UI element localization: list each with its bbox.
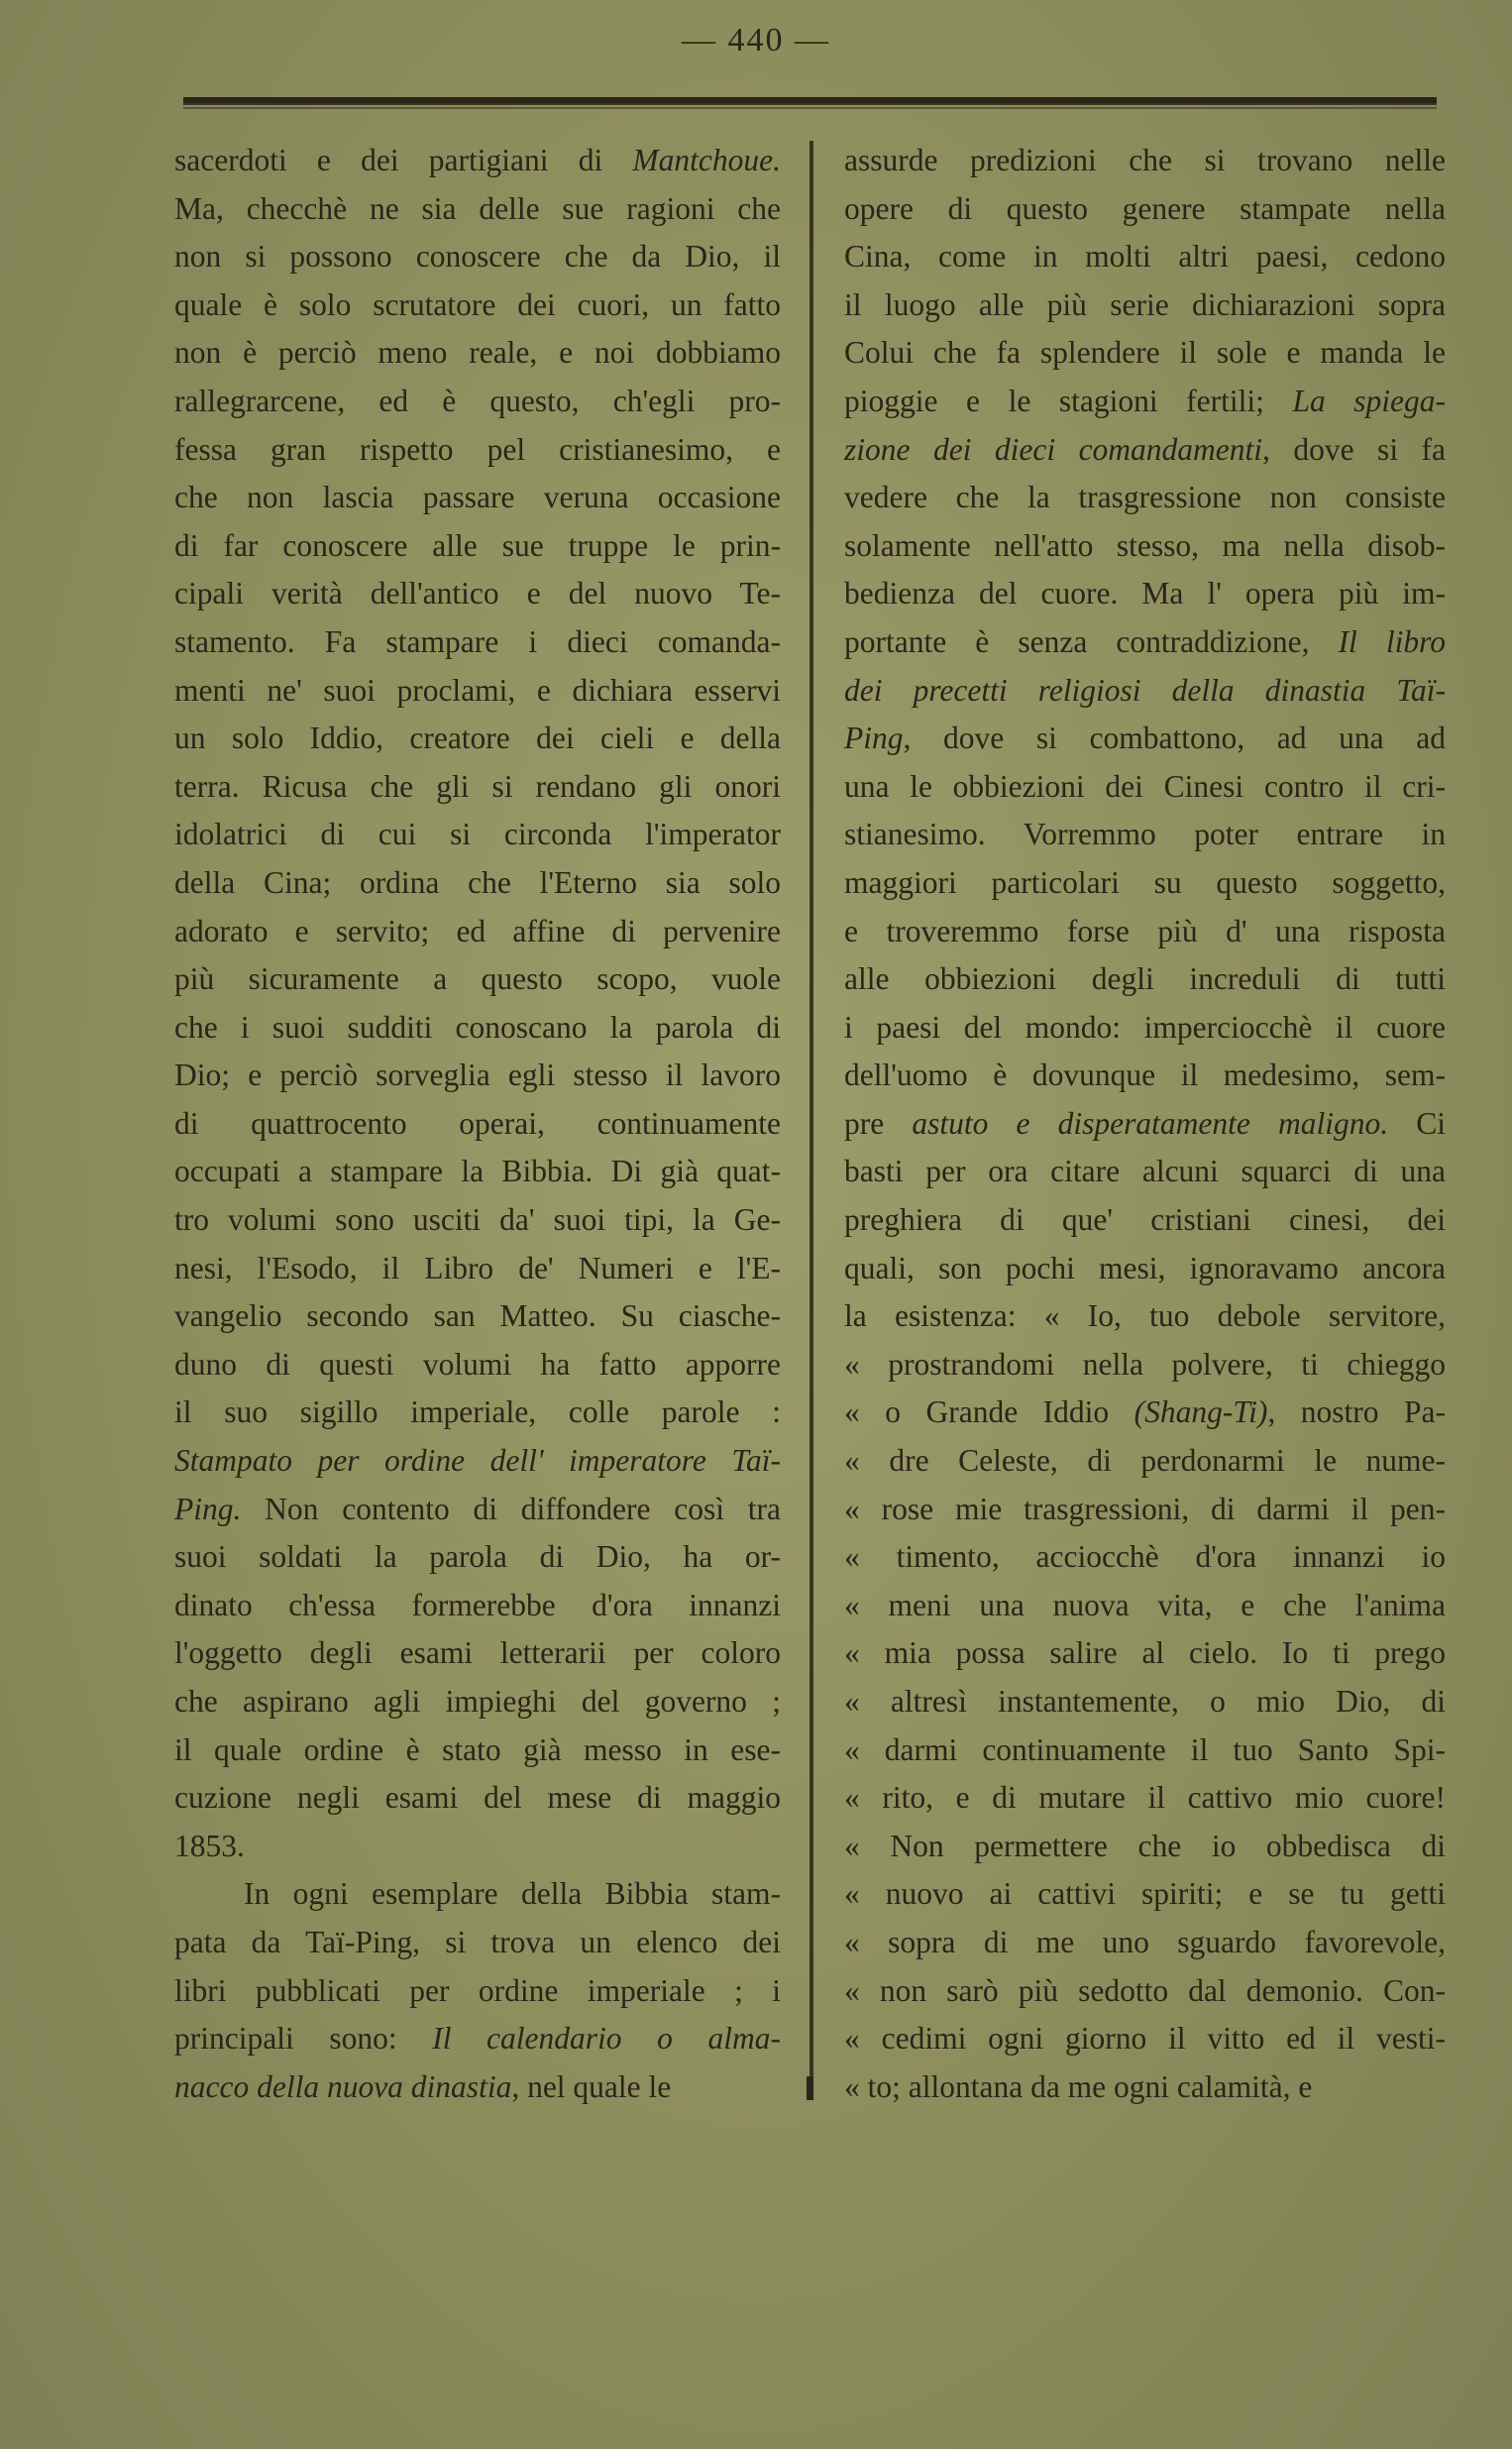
text-run: maggiori particolari su questo soggetto,: [844, 864, 1446, 900]
italic-text: Stampato per ordine dell' imperatore Taï-: [174, 1443, 781, 1479]
text-run: occupati a stampare la Bibbia. Di già quat-: [174, 1154, 781, 1189]
text-run: che non lascia passare veruna occasione: [174, 480, 781, 515]
text-line: [174, 1967, 781, 2016]
text-line: [174, 1870, 781, 1919]
text-line: [174, 233, 781, 281]
italic-text: Il libro: [1338, 623, 1446, 659]
text-line: [174, 955, 781, 1004]
text-run: « meni una nuova vita, e che l'anima: [844, 1587, 1446, 1622]
text-run: « dre Celeste, di perdonarmi le nume-: [844, 1443, 1446, 1479]
text-line: [844, 811, 1446, 859]
text-line: [844, 1437, 1446, 1486]
column-divider: [810, 141, 813, 2098]
page-number: — 440 —: [682, 22, 830, 58]
text-line: [844, 474, 1446, 522]
text-run: idolatrici di cui si circonda l'imperator: [174, 817, 781, 852]
text-run: l'oggetto degli esami letterarii per coloro: [174, 1635, 781, 1671]
text-line: [844, 667, 1446, 716]
text-run: pioggie e le stagioni fertili;: [844, 383, 1293, 418]
text-run: dinato ch'essa formerebbe d'ora innanzi: [174, 1587, 781, 1622]
text-line: [174, 137, 781, 185]
column-divider-tail: [807, 2076, 813, 2100]
text-line: [844, 1629, 1446, 1678]
text-line: [844, 1533, 1446, 1582]
text-line: [174, 667, 781, 716]
header-rule: [183, 97, 1437, 105]
text-run: « Non permettere che io obbedisca di: [844, 1828, 1446, 1863]
text-run: più sicuramente a questo scopo, vuole: [174, 961, 781, 997]
text-run: In ogni esemplare della Bibbia stam-: [244, 1876, 781, 1912]
text-line: [844, 908, 1446, 956]
text-line: [174, 522, 781, 571]
text-run: preghiera di que' cristiani cinesi, dei: [844, 1202, 1446, 1238]
text-run: di quattrocento operai, continuamente: [174, 1105, 781, 1141]
text-line: [844, 1245, 1446, 1293]
text-line: [174, 474, 781, 522]
italic-text: Mantchoue.: [632, 143, 781, 177]
text-line: [844, 1919, 1446, 1967]
text-run: duno di questi volumi ha fatto apporre: [174, 1346, 781, 1382]
text-line: [174, 1052, 781, 1100]
text-line: [844, 378, 1446, 426]
text-run: dell'uomo è dovunque il medesimo, sem-: [844, 1058, 1446, 1093]
text-run: cuzione negli esami del mese di maggio: [174, 1780, 781, 1816]
text-run: terra. Ricusa che gli si rendano gli onori: [174, 768, 781, 804]
text-run: , dove si combattono, ad una ad: [903, 721, 1446, 756]
text-run: sacerdoti e dei partigiani di: [174, 143, 633, 177]
text-run: , dove si fa: [1262, 431, 1446, 467]
text-line: [844, 1870, 1446, 1919]
text-run: Colui che fa splendere il sole e manda le: [844, 335, 1446, 371]
text-run: Ci: [1388, 1105, 1446, 1141]
text-line: [844, 1726, 1446, 1775]
text-run: , nel quale le: [511, 2068, 672, 2104]
text-run: Cina, come in molti altri paesi, cedono: [844, 239, 1446, 275]
text-run: Non contento di diffondere così tra: [241, 1491, 781, 1526]
italic-text: Il calendario o alma-: [432, 2021, 781, 2057]
right-text-column: [844, 137, 1446, 2111]
text-run: « to; allontana da me ogni calamità, e: [844, 2068, 1313, 2104]
text-line: [844, 763, 1446, 812]
header-rule-thin: [183, 107, 1437, 109]
italic-text: astuto e disperatamente maligno.: [912, 1105, 1389, 1141]
text-line: [174, 618, 781, 667]
text-line: [844, 1292, 1446, 1341]
text-line: [174, 715, 781, 763]
text-line: [174, 1196, 781, 1245]
text-run: della Cina; ordina che l'Eterno sia solo: [174, 864, 781, 900]
text-run: il quale ordine è stato già messo in ese-: [174, 1731, 781, 1767]
text-run: quale è solo scrutatore dei cuori, un fatto: [174, 286, 781, 322]
text-line: [844, 281, 1446, 330]
text-line: [174, 570, 781, 618]
text-line: [174, 1341, 781, 1390]
text-line: [174, 1533, 781, 1582]
text-line: [844, 2015, 1446, 2063]
text-line: [174, 1678, 781, 1726]
text-line: [174, 2063, 781, 2112]
text-line: [844, 1052, 1446, 1100]
text-line: [844, 618, 1446, 667]
text-line: [174, 426, 781, 475]
text-line: [174, 1919, 781, 1967]
text-line: [174, 1389, 781, 1437]
text-run: « nuovo ai cattivi spiriti; e se tu getti: [844, 1876, 1446, 1912]
text-run: il luogo alle più serie dichiarazioni sopra: [844, 286, 1446, 322]
text-run: « sopra di me uno sguardo favorevole,: [844, 1924, 1446, 1959]
text-line: [844, 329, 1446, 378]
text-line: [844, 1582, 1446, 1630]
text-line: [174, 811, 781, 859]
text-line: [174, 1774, 781, 1823]
italic-text: nacco della nuova dinastia: [174, 2068, 512, 2104]
text-line: [174, 763, 781, 812]
italic-text: La spiega-: [1292, 383, 1446, 418]
text-line: [844, 1967, 1446, 2016]
text-line: [174, 1486, 781, 1534]
text-line: [174, 281, 781, 330]
italic-text: Ping: [844, 721, 904, 756]
left-text-column: [174, 137, 781, 2111]
text-run: il suo sigillo imperiale, colle parole :: [174, 1394, 781, 1430]
text-run: , nostro Pa-: [1267, 1394, 1446, 1430]
italic-text: (Shang-Ti): [1134, 1394, 1268, 1430]
text-line: [174, 1437, 781, 1486]
text-run: rallegrarcene, ed è questo, ch'egli pro-: [174, 383, 781, 418]
text-line: [844, 1341, 1446, 1390]
text-line: [174, 1004, 781, 1053]
text-line: [844, 1148, 1446, 1196]
text-line: [844, 1823, 1446, 1871]
text-run: opere di questo genere stampate nella: [844, 190, 1446, 226]
text-run: « non sarò più sedotto dal demonio. Con-: [844, 1972, 1446, 2008]
text-run: che i suoi sudditi conoscano la parola di: [174, 1009, 781, 1045]
text-run: adorato e servito; ed affine di pervenire: [174, 913, 781, 948]
text-run: 1853.: [174, 1828, 245, 1863]
text-run: « prostrandomi nella polvere, ti chieggo: [844, 1346, 1446, 1382]
text-line: [844, 233, 1446, 281]
text-line: [174, 2015, 781, 2063]
text-line: [174, 908, 781, 956]
text-run: quali, son pochi mesi, ignoravamo ancora: [844, 1250, 1446, 1285]
text-line: [174, 1245, 781, 1293]
text-line: [844, 2063, 1446, 2112]
text-run: di far conoscere alle sue truppe le prin-: [174, 527, 781, 563]
text-run: fessa gran rispetto pel cristianesimo, e: [174, 431, 781, 467]
text-line: [844, 1678, 1446, 1726]
text-run: Dio; e perciò sorveglia egli stesso il lavoro: [174, 1058, 781, 1093]
text-run: assurde predizioni che si trovano nelle: [844, 143, 1446, 177]
text-line: [174, 1726, 781, 1775]
text-line: [174, 185, 781, 234]
text-run: una le obbiezioni dei Cinesi contro il cri-: [844, 768, 1446, 804]
text-line: [174, 1148, 781, 1196]
text-run: pre: [844, 1105, 913, 1141]
text-line: [174, 378, 781, 426]
text-line: [174, 859, 781, 908]
text-line: [174, 329, 781, 378]
text-run: stianesimo. Vorremmo poter entrare in: [844, 817, 1446, 852]
text-run: nesi, l'Esodo, il Libro de' Numeri e l'E-: [174, 1250, 781, 1285]
italic-text: dei precetti religiosi della dinastia Taï-: [844, 672, 1446, 708]
text-line: [844, 955, 1446, 1004]
text-run: cipali verità dell'antico e del nuovo Te-: [174, 576, 781, 612]
text-run: non è perciò meno reale, e noi dobbiamo: [174, 335, 781, 371]
text-run: « altresì instantemente, o mio Dio, di: [844, 1684, 1446, 1719]
text-run: « rose mie trasgressioni, di darmi il pen-: [844, 1491, 1446, 1526]
text-line: [844, 570, 1446, 618]
text-run: un solo Iddio, creatore dei cieli e della: [174, 721, 781, 756]
text-run: stamento. Fa stampare i dieci comanda-: [174, 623, 781, 659]
text-run: « timento, acciocchè d'ora innanzi io: [844, 1539, 1446, 1575]
text-line: [844, 1389, 1446, 1437]
text-run: « cedimi ogni giorno il vitto ed il vesti-: [844, 2021, 1446, 2057]
text-run: Ma, checchè ne sia delle sue ragioni che: [174, 190, 781, 226]
text-run: i paesi del mondo: imperciocchè il cuore: [844, 1009, 1446, 1045]
text-line: [174, 1292, 781, 1341]
text-run: pata da Taï-Ping, si trova un elenco dei: [174, 1924, 781, 1959]
text-line: [174, 1823, 781, 1871]
text-line: [844, 1100, 1446, 1149]
text-line: [844, 522, 1446, 571]
text-run: principali sono:: [174, 2021, 433, 2057]
text-line: [844, 426, 1446, 475]
text-run: suoi soldati la parola di Dio, ha or-: [174, 1539, 781, 1575]
text-run: portante è senza contraddizione,: [844, 623, 1339, 659]
text-run: menti ne' suoi proclami, e dichiara esservi: [174, 672, 781, 708]
text-run: non si possono conoscere che da Dio, il: [174, 239, 781, 275]
text-run: vedere che la trasgressione non consiste: [844, 480, 1446, 515]
text-run: « rito, e di mutare il cattivo mio cuore!: [844, 1780, 1446, 1816]
text-run: basti per ora citare alcuni squarci di una: [844, 1154, 1446, 1189]
italic-text: Ping.: [174, 1491, 242, 1526]
text-line: [174, 1629, 781, 1678]
text-line: [174, 1100, 781, 1149]
text-line: [844, 715, 1446, 763]
text-line: [844, 1004, 1446, 1053]
text-line: [844, 137, 1446, 185]
text-run: vangelio secondo san Matteo. Su ciasche-: [174, 1298, 781, 1334]
text-run: « mia possa salire al cielo. Io ti prego: [844, 1635, 1446, 1671]
text-run: solamente nell'atto stesso, ma nella disob-: [844, 527, 1446, 563]
text-run: « darmi continuamente il tuo Santo Spi-: [844, 1731, 1446, 1767]
text-run: e troveremmo forse più d' una risposta: [844, 913, 1446, 948]
text-run: « o Grande Iddio: [844, 1394, 1134, 1430]
text-run: alle obbiezioni degli increduli di tutti: [844, 961, 1446, 997]
text-line: [844, 1196, 1446, 1245]
text-run: la esistenza: « Io, tuo debole servitore,: [844, 1298, 1446, 1334]
text-run: tro volumi sono usciti da' suoi tipi, la Ge-: [174, 1202, 781, 1238]
text-line: [844, 1774, 1446, 1823]
text-line: [174, 1582, 781, 1630]
text-run: bedienza del cuore. Ma l' opera più im-: [844, 576, 1446, 612]
text-line: [844, 1486, 1446, 1534]
text-run: che aspirano agli impieghi del governo ;: [174, 1684, 781, 1719]
italic-text: zione dei dieci comandamenti: [844, 431, 1263, 467]
text-run: libri pubblicati per ordine imperiale ; i: [174, 1972, 781, 2008]
text-line: [844, 859, 1446, 908]
text-line: [844, 185, 1446, 234]
